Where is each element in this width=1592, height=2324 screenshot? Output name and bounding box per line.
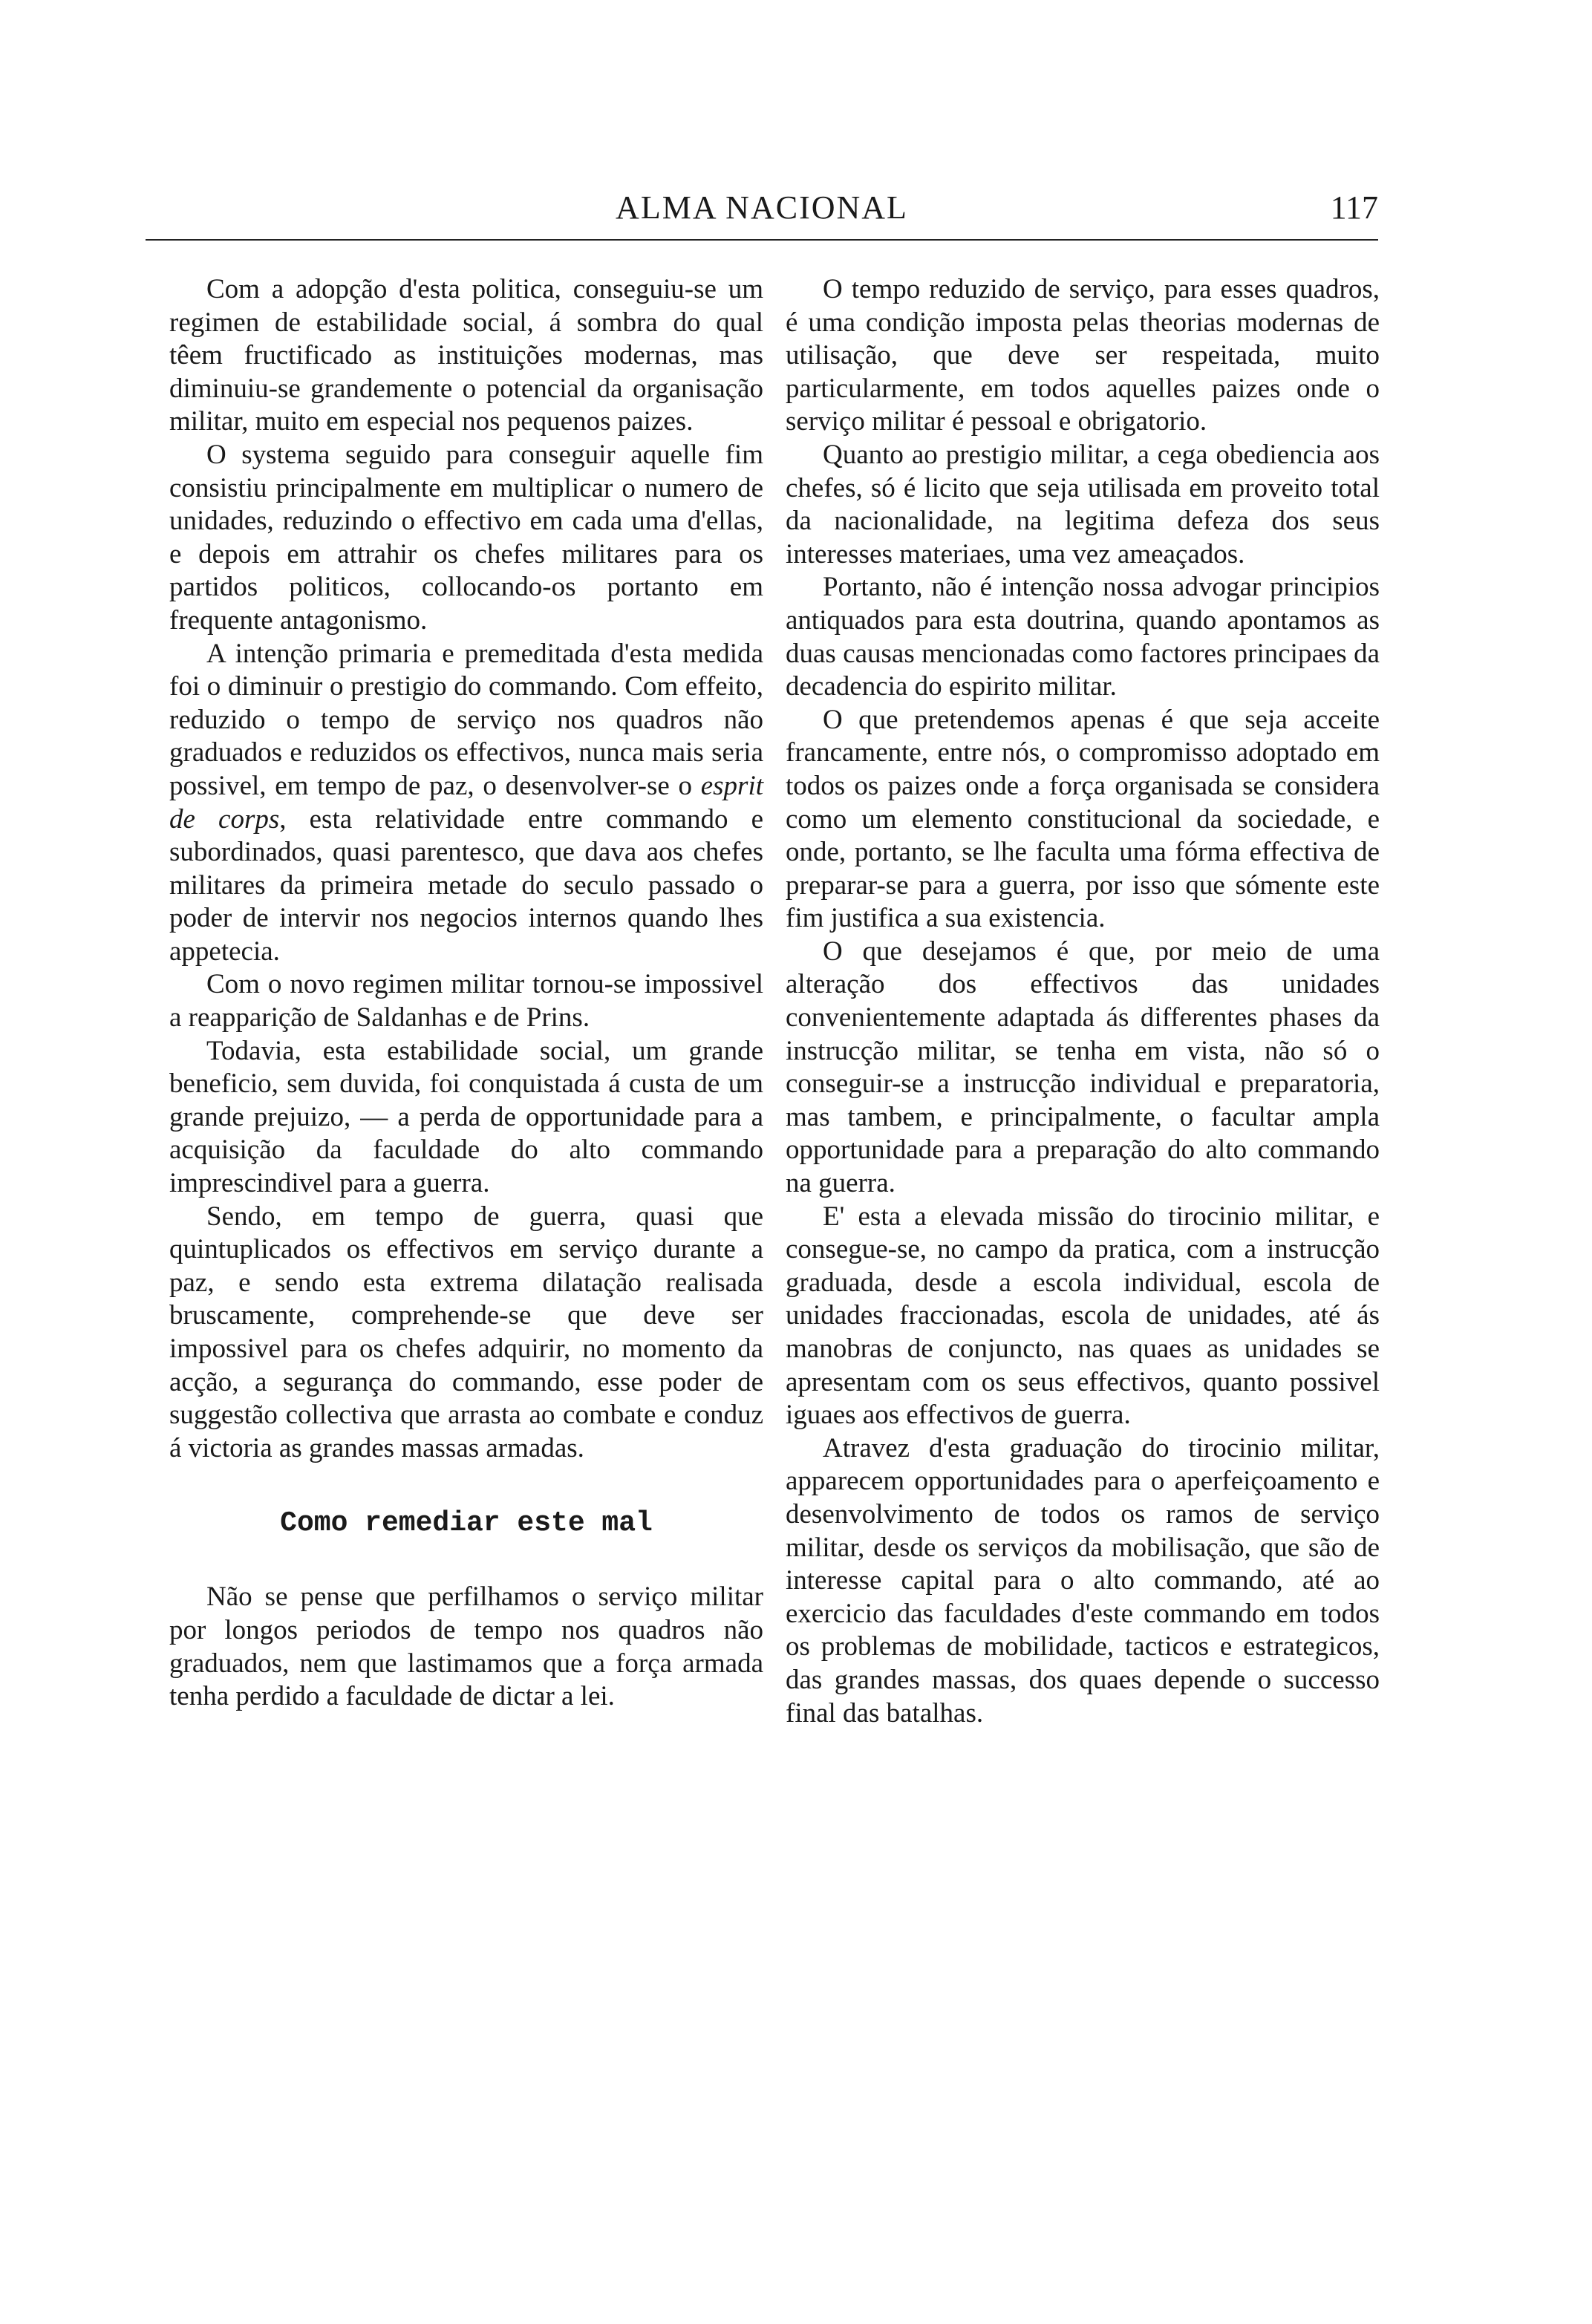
paragraph: O que pretendemos apenas é que seja acceite francamente, entre nós, o compromisso adoptado em todos os paizes onde a força organisada se considera como um elemento constitucional da sociedade, e onde, portanto, se lhe faculta uma fórma effectiva de preparar-se para a guerra, por isso que sómente este fim justifica a sua existencia. — [786, 704, 1380, 934]
italic-phrase: esprit de corps — [169, 770, 764, 835]
page-number: 117 — [1330, 189, 1378, 226]
paragraph-text: A intenção primaria e premeditada d'esta medida foi o diminuir o prestigio do commando. Com effeito, reduzido o tempo de serviço nos quadros não graduados e reduzidos os effectivos, nunca mais seria possivel, em tempo de paz, o desenvolver-se o — [169, 638, 763, 801]
paragraph: E' esta a elevada missão do tirocinio militar, e consegue-se, no campo da pratica, com a instrucção graduada, desde a escola individual, escola de unidades fraccionadas, escola de unidades, até ás manobras de conjuncto, nas quaes as unidades se apresentam com os seus effectivos, quanto possivel iguaes aos effectivos de guerra. — [786, 1201, 1380, 1431]
paragraph — [169, 638, 763, 969]
paragraph: O tempo reduzido de serviço, para esses quadros, é uma condição imposta pelas theorias modernas de utilisação, que deve ser respeitada, muito particularmente, em todos aquelles paizes onde o serviço militar é pessoal e obrigatorio. — [786, 274, 1380, 437]
paragraph: Com a adopção d'esta politica, conseguiu-se um regimen de estabilidade social, á sombra do qual têem fructificado as instituições modernas, mas diminuiu-se grandemente o potencial da organisação militar, muito em especial nos pequenos paizes. — [169, 274, 763, 437]
paragraph: Com o novo regimen militar tornou-se impossivel a reapparição de Saldanhas e de Prins. — [169, 969, 763, 1034]
right-column — [786, 273, 1380, 1730]
paragraph: Portanto, não é intenção nossa advogar principios antiquados para esta doutrina, quando apontamos as duas causas mencionadas como factores principaes da decadencia do espirito militar. — [786, 572, 1380, 702]
running-title: ALMA NACIONAL — [616, 189, 908, 226]
left-column — [169, 273, 763, 1714]
paragraph: Não se pense que perfilhamos o serviço militar por longos periodos de tempo nos quadros não graduados, nem que lastimamos que a força armada tenha perdido a faculdade de dictar a lei. — [169, 1582, 763, 1712]
paragraph: O que desejamos é que, por meio de uma alteração dos effectivos das unidades convenientemente adaptada ás differentes phases da instrucção militar, se tenha em vista, não só o conseguir-se a instrucção individual e preparatoria, mas tambem, e principalmente, o facultar ampla opportunidade para a preparação do alto commando na guerra. — [786, 936, 1380, 1199]
paragraph: O systema seguido para conseguir aquelle fim consistiu principalmente em multiplicar o numero de unidades, reduzindo o effectivo em cada uma d'ellas, e depois em attrahir os chefes militares para os partidos politicos, collocando-os portanto em frequente antagonismo. — [169, 439, 763, 636]
paragraph: Todavia, esta estabilidade social, um grande beneficio, sem duvida, foi conquistada á custa de um grande prejuizo, — a perda de opportunidade para a acquisição da faculdade do alto commando imprescindivel para a guerra. — [169, 1035, 763, 1199]
paragraph: Sendo, em tempo de guerra, quasi que quintuplicados os effectivos em serviço durante a paz, e sendo esta extrema dilatação realisada bruscamente, comprehende-se que deve ser impossivel para os chefes adquirir, no momento da acção, a segurança do commando, esse poder de suggestão collectiva que arrasta ao combate e conduz á victoria as grandes massas armadas. — [169, 1201, 763, 1463]
paragraph: Quanto ao prestigio militar, a cega obediencia aos chefes, só é licito que seja utilisada em proveito total da nacionalidade, na legitima defeza dos seus interesses materiaes, uma vez ameaçados. — [786, 439, 1380, 569]
header-rule — [146, 239, 1378, 241]
page-header — [146, 186, 1378, 238]
paragraph-text: , esta relatividade entre commando e subordinados, quasi parentesco, que dava aos chefes militares da primeira metade do seculo passado o poder de intervir nos negocios internos quando lhes appetecia. — [169, 803, 763, 967]
section-heading: Como remediar este mal — [280, 1507, 653, 1540]
paragraph: Atravez d'esta graduação do tirocinio militar, apparecem opportunidades para o aperfeiçoamento e desenvolvimento de todos os ramos de serviço militar, desde os serviços da mobilisação, que são de interesse capital para o alto commando, até ao exercicio das faculdades d'este commando em todos os problemas de mobilidade, tacticos e estrategicos, das grandes massas, dos quaes depende o successo final das batalhas. — [786, 1432, 1380, 1729]
